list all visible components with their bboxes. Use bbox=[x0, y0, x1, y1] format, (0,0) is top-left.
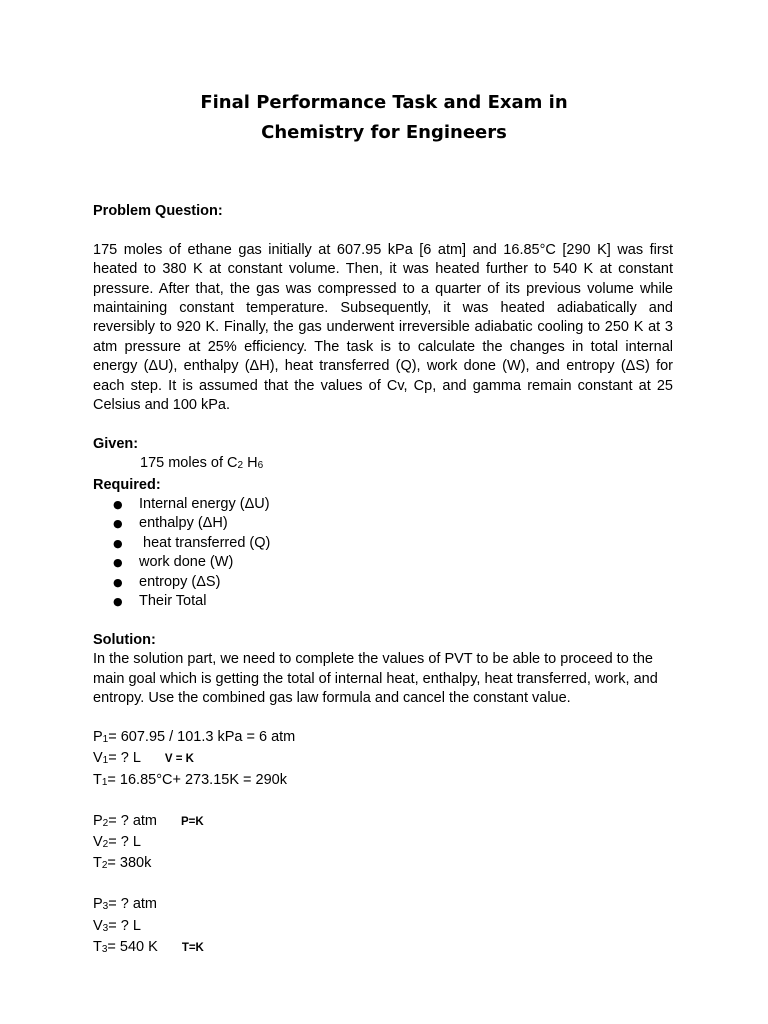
constant-volume-note: V = K bbox=[164, 753, 194, 766]
state1-volume: V1= ? L V = K bbox=[93, 749, 673, 770]
state2-temperature: T2= 380k bbox=[93, 855, 152, 872]
state3-temperature: T3= 540 K T=K bbox=[93, 938, 673, 959]
state2-pressure: P2= ? atm P=K bbox=[93, 812, 673, 833]
given-value: 175 moles of C2 H6 bbox=[140, 455, 264, 472]
required-list bbox=[93, 495, 673, 611]
state1-temperature: T1= 16.85°C+ 273.15K = 290k bbox=[93, 771, 287, 788]
constant-temperature-note: T=K bbox=[181, 941, 204, 954]
document-body bbox=[93, 202, 673, 959]
given-heading: Given: bbox=[93, 435, 139, 452]
solution-heading: Solution: bbox=[93, 631, 156, 648]
problem-heading: Problem Question: bbox=[93, 203, 223, 219]
state3-volume: V3= ? L bbox=[93, 917, 141, 934]
list-item: ● Their Total bbox=[93, 592, 673, 611]
state2-volume: V2= ? L bbox=[93, 833, 141, 850]
document-title-line-2: Chemistry for Engineers bbox=[261, 122, 507, 143]
list-item: ● enthalpy (ΔH) bbox=[93, 514, 673, 533]
list-item: ● entropy (ΔS) bbox=[93, 573, 673, 592]
required-heading: Required: bbox=[93, 476, 161, 493]
solution-text: In the solution part, we need to complete the values of PVT to be able to proceed to the main goal which is getting the total of internal heat, enthalpy, heat transferred, work, and entropy. Use the combined gas law formula and cancel the constant value. bbox=[93, 651, 658, 707]
document-title-line-1: Final Performance Task and Exam in bbox=[200, 92, 568, 113]
state3-pressure: P3= ? atm bbox=[93, 896, 157, 913]
state1-pressure: P1= 607.95 / 101.3 kPa = 6 atm bbox=[93, 728, 296, 745]
list-item: ● heat transferred (Q) bbox=[93, 534, 673, 553]
list-item: ● work done (W) bbox=[93, 553, 673, 572]
list-item: ● Internal energy (ΔU) bbox=[93, 495, 673, 514]
constant-pressure-note: P=K bbox=[181, 815, 204, 828]
problem-text: 175 moles of ethane gas initially at 607.95 kPa [6 atm] and 16.85°C [290 K] was first heated to 380 K at constant volume. Then, it was heated further to 540 K at constant pressure. After that, the gas was compressed to a quarter of its previous volume while maintaining constant temperature. Subsequently, it was heated adiabatically and reversibly to 920 K. Finally, the gas underwent irreversible adiabatic cooling to 250 K at 3 atm pressure at 25% efficiency. The task is to calculate the changes in total internal energy (ΔU), enthalpy (ΔH), heat transferred (Q), work done (W), and entropy (ΔS) for each step. It is assumed that the values of Cv, Cp, and gamma remain constant at 25 Celsius and 100 kPa. bbox=[93, 241, 673, 414]
